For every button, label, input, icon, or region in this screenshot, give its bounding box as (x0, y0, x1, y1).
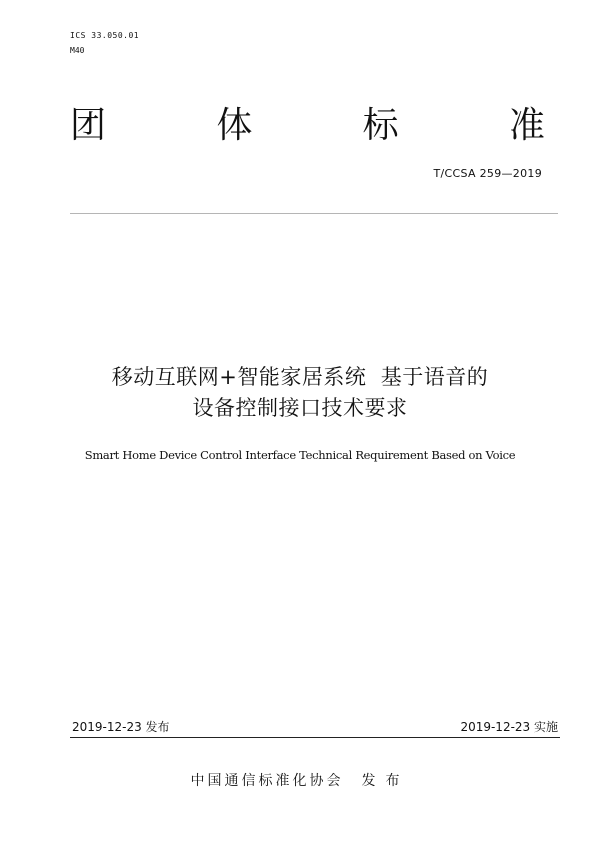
header-divider (70, 213, 558, 214)
issue-date: 2019-12-23 发布 (72, 720, 170, 734)
title-chinese-line2: 设备控制接口技术要求 (192, 396, 408, 420)
standard-number: T/CCSA 259—2019 (433, 167, 542, 180)
title-english: Smart Home Device Control Interface Technical Requirement Based on Voice (84, 448, 516, 462)
implementation-date: 2019-12-23 实施 (460, 720, 558, 734)
ics-code: ICS 33.050.01 (70, 31, 140, 40)
standard-type-char: 体 (216, 105, 253, 146)
ccs-code: M40 (70, 46, 85, 55)
standard-type-char: 标 (362, 105, 399, 146)
standard-type-char: 准 (508, 105, 545, 146)
title-chinese (40, 362, 560, 424)
standard-type-char: 团 (70, 105, 107, 146)
publisher-line (40, 772, 560, 790)
footer-divider (70, 737, 560, 738)
publisher-organization: 中国通信标准化协会 (190, 773, 344, 789)
title-chinese-line1: 移动互联网+智能家居系统 基于语音的 (111, 365, 489, 389)
publisher-action: 发布 (361, 773, 410, 789)
standard-type-heading (70, 104, 545, 148)
